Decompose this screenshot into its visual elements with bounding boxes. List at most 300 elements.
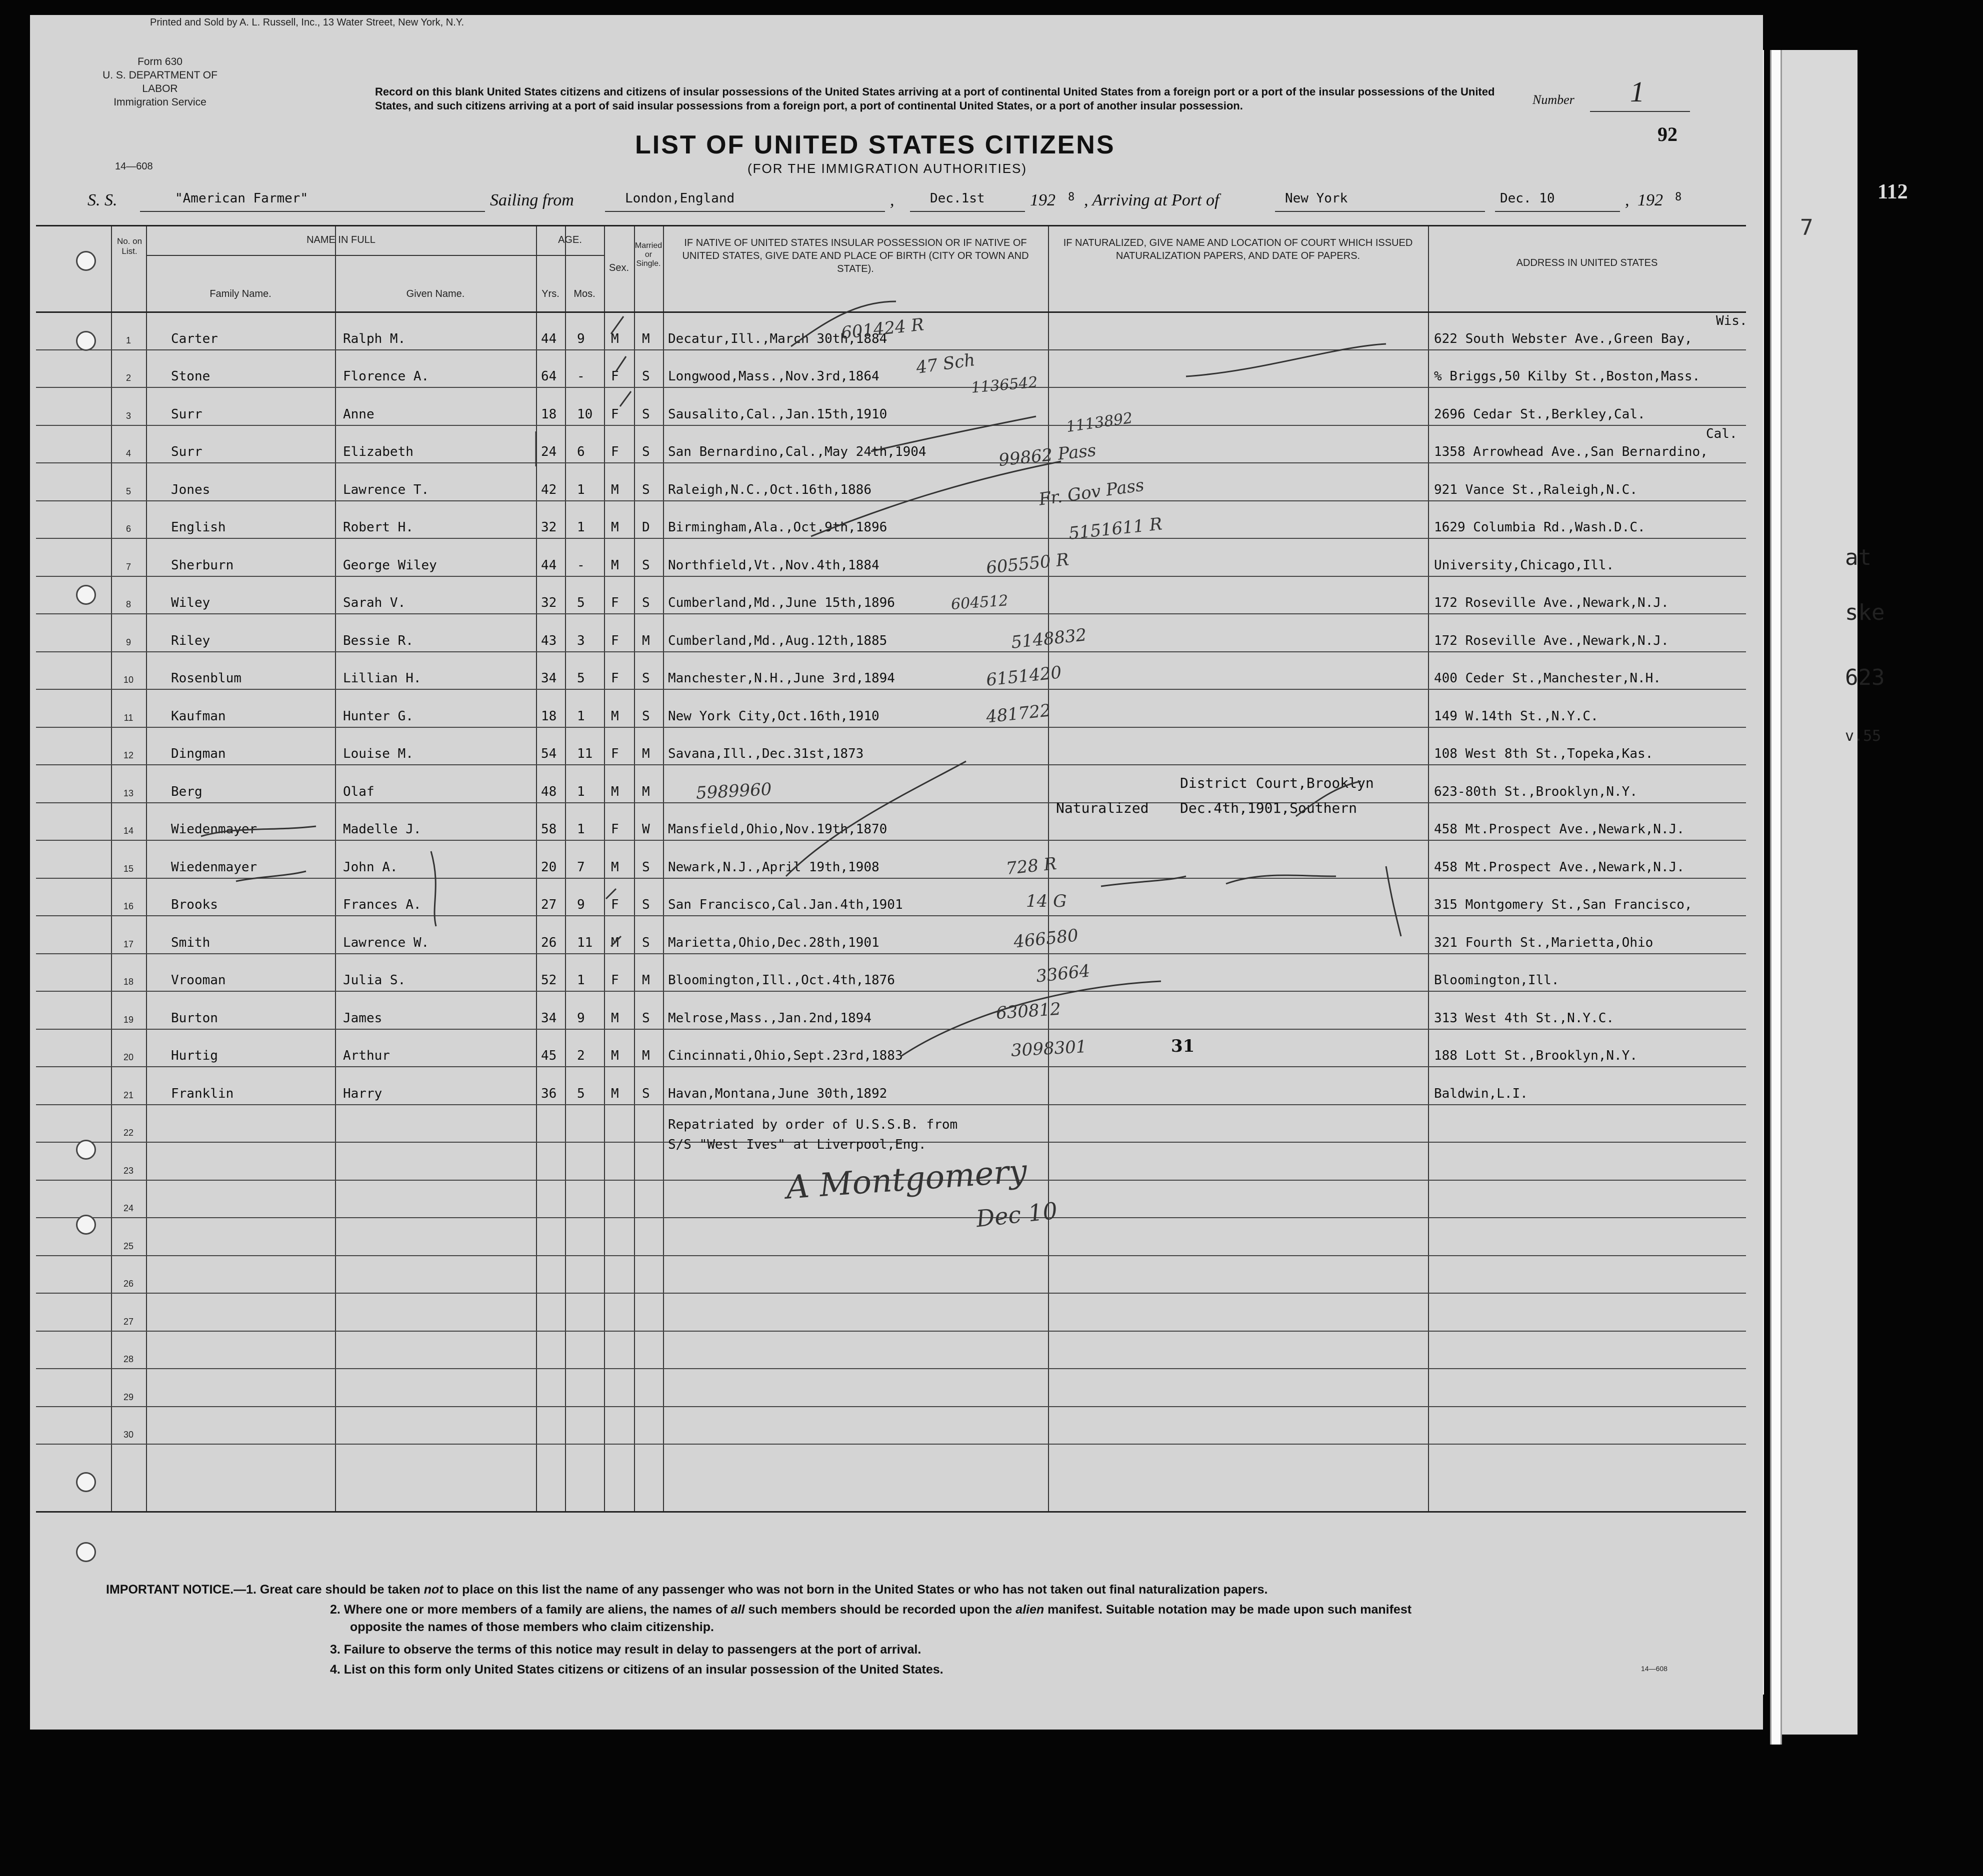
cell-sex: M — [611, 331, 619, 346]
annotation-row-4: 1113892 — [1065, 409, 1134, 436]
cell-sex: M — [611, 784, 619, 799]
cell-address-continuation: Wis. — [1716, 313, 1748, 328]
arrival-date: Dec. 10 — [1500, 191, 1555, 206]
cell-ms: M — [642, 1048, 650, 1063]
cell-yrs: 58 — [541, 822, 557, 837]
cell-mos: 1 — [577, 784, 585, 799]
margin-fragment: ske — [1845, 600, 1885, 625]
cell-birth: Savana,Ill.,Dec.31st,1873 — [668, 746, 864, 761]
cell-address: 172 Roseville Ave.,Newark,N.J. — [1434, 633, 1669, 648]
inspector-signature: A Montgomery — [785, 1153, 1028, 1207]
annotation-row-6: Fr. Gov Pass — [1038, 475, 1146, 510]
cell-address: 622 South Webster Ave.,Green Bay, — [1434, 331, 1692, 346]
cell-sex: M — [611, 1048, 619, 1063]
cell-given: Bessie R. — [343, 633, 414, 648]
notice-text: 2. Where one or more members of a family are aliens, the names of — [330, 1603, 731, 1617]
cell-sex: F — [611, 595, 619, 610]
cell-birth: Sausalito,Cal.,Jan.15th,1910 — [668, 406, 888, 422]
cell-given: John A. — [343, 859, 398, 875]
departure-underline — [605, 211, 885, 212]
printer-line: Printed and Sold by A. L. Russell, Inc., 13 Water Street, New York, N.Y. — [150, 17, 464, 28]
header-address: ADDRESS IN UNITED STATES — [1516, 257, 1658, 268]
cell-ms: M — [642, 633, 650, 648]
notice-label: IMPORTANT NOTICE. — [106, 1583, 234, 1597]
comma-sep: , — [1625, 191, 1630, 209]
binder-hole — [76, 585, 96, 605]
cell-family: Wiedenmayer — [171, 822, 258, 837]
cell-yrs: 54 — [541, 746, 557, 761]
row-number: 19 — [123, 1014, 134, 1025]
cell-yrs: 48 — [541, 784, 557, 799]
cell-ms: M — [642, 331, 650, 346]
header-name-in-full: NAME IN FULL — [306, 234, 376, 245]
row-number: 21 — [123, 1090, 134, 1100]
annotation-row-7: 5151611 R — [1068, 514, 1164, 544]
cell-family: Stone — [171, 369, 210, 384]
margin-fragment: v.55 — [1845, 727, 1882, 745]
cell-address-continuation: Cal. — [1706, 426, 1738, 441]
cell-family: Hurtig — [171, 1048, 218, 1063]
cell-given: Anne — [343, 406, 374, 422]
row-number: 30 — [123, 1430, 134, 1440]
header-mos: Mos. — [574, 288, 596, 299]
row-number: 1 — [126, 335, 131, 345]
cell-sex: F — [611, 369, 619, 384]
cell-yrs: 34 — [541, 1010, 557, 1026]
departure-port: London,England — [625, 191, 735, 206]
cell-family: Surr — [171, 406, 202, 422]
cell-yrs: 32 — [541, 520, 557, 535]
cell-sex: M — [611, 1010, 619, 1026]
annotation-row-20-number: 31 — [1171, 1036, 1195, 1056]
cell-sex: M — [611, 482, 619, 497]
cell-address: 149 W.14th St.,N.Y.C. — [1434, 708, 1598, 724]
cell-given: Hunter G. — [343, 708, 414, 724]
cell-address: % Briggs,50 Kilby St.,Boston,Mass. — [1434, 369, 1700, 384]
cell-given: Olaf — [343, 784, 374, 799]
number-label: Number — [1532, 92, 1574, 107]
cell-family: Franklin — [171, 1086, 234, 1101]
cell-address: 400 Ceder St.,Manchester,N.H. — [1434, 671, 1661, 686]
cell-mos: 1 — [577, 822, 585, 837]
cell-yrs: 45 — [541, 1048, 557, 1063]
notice-item-1 — [106, 1580, 1268, 1600]
margin-fragment: at — [1845, 545, 1872, 570]
annotation-row-9: 604512 — [950, 592, 1009, 613]
annotation-row-1: 601424 R — [840, 314, 925, 343]
cell-given: Lawrence W. — [343, 935, 430, 950]
cell-address: 2696 Cedar St.,Berkley,Cal. — [1434, 406, 1646, 422]
header-yrs: Yrs. — [542, 288, 560, 299]
cell-mos: 9 — [577, 331, 585, 346]
cell-birth: Marietta,Ohio,Dec.28th,1901 — [668, 935, 880, 950]
cell-ms: M — [642, 746, 650, 761]
row-number: 6 — [126, 524, 131, 534]
row-number: 12 — [123, 750, 134, 760]
cell-yrs: 26 — [541, 935, 557, 950]
arrival-port-underline — [1275, 211, 1485, 212]
cell-mos: 6 — [577, 444, 585, 459]
notice-item-3: 3. Failure to observe the terms of this notice may result in delay to passengers at the port of arrival. — [330, 1643, 922, 1657]
cell-address: 315 Montgomery St.,San Francisco, — [1434, 897, 1692, 912]
year-1-digit: 8 — [1068, 191, 1075, 203]
cell-ms: D — [642, 520, 650, 535]
annotation-row-19: 630812 — [995, 999, 1062, 1024]
cell-mos: 11 — [577, 935, 593, 950]
cell-yrs: 36 — [541, 1086, 557, 1101]
cell-birth: Northfield,Vt.,Nov.4th,1884 — [668, 557, 880, 573]
cell-ms: S — [642, 557, 650, 573]
naturalized-label: Naturalized — [1056, 800, 1149, 816]
margin-fragment: 623 — [1845, 665, 1885, 690]
header-birth: IF NATIVE OF UNITED STATES INSULAR POSSESSION OR IF NATIVE OF UNITED STATES, GIVE DATE AND PLACE OF BIRTH (CITY OR TOWN AND STATE). — [682, 237, 1029, 274]
cell-given: Julia S. — [343, 973, 406, 988]
cell-birth: Cincinnati,Ohio,Sept.23rd,1883 — [668, 1048, 903, 1063]
header-no-on-list: No. on List. — [116, 236, 142, 256]
cell-mos: 7 — [577, 859, 585, 875]
cell-address: 313 West 4th St.,N.Y.C. — [1434, 1010, 1614, 1026]
cell-family: Carter — [171, 331, 218, 346]
header-age: AGE. — [558, 234, 582, 245]
cell-mos: 1 — [577, 973, 585, 988]
cell-yrs: 52 — [541, 973, 557, 988]
cell-birth: Newark,N.J.,April 19th,1908 — [668, 859, 880, 875]
stamp-number: 92 — [1658, 123, 1678, 145]
cell-given: Harry — [343, 1086, 382, 1101]
cell-ms: S — [642, 595, 650, 610]
cell-family: Dingman — [171, 746, 226, 761]
cell-yrs: 34 — [541, 671, 557, 686]
cell-mos: - — [577, 369, 585, 384]
row-number: 4 — [126, 448, 131, 458]
cell-sex: F — [611, 973, 619, 988]
cell-given: Frances A. — [343, 897, 422, 912]
cell-sex: F — [611, 822, 619, 837]
cell-ms: W — [642, 822, 650, 837]
row-number: 28 — [123, 1354, 134, 1364]
cell-birth: San Bernardino,Cal.,May 24th,1904 — [668, 444, 926, 459]
sailing-date-underline — [910, 211, 1025, 212]
cell-mos: 2 — [577, 1048, 585, 1063]
signature-date: Dec 10 — [974, 1197, 1059, 1233]
cell-given: Elizabeth — [343, 444, 414, 459]
year-1-prefix: 192 — [1030, 191, 1056, 209]
annotation-row-10: 5148832 — [1010, 625, 1088, 653]
passenger-table — [36, 225, 1746, 1513]
binder-hole — [76, 1542, 96, 1562]
cell-sex: F — [611, 406, 619, 422]
notice-emphasis: not — [424, 1583, 444, 1597]
cell-mos: 1 — [577, 520, 585, 535]
row-number: 29 — [123, 1392, 134, 1402]
cell-sex: M — [611, 1086, 619, 1101]
cell-mos: 9 — [577, 897, 585, 912]
cell-ms: M — [642, 784, 650, 799]
cell-ms: S — [642, 708, 650, 724]
page-number: 112 — [1878, 180, 1908, 203]
cell-yrs: 44 — [541, 331, 557, 346]
cell-family: Burton — [171, 1010, 218, 1026]
cell-address: 172 Roseville Ave.,Newark,N.J. — [1434, 595, 1669, 610]
cell-address: 188 Lott St.,Brooklyn,N.Y. — [1434, 1048, 1638, 1063]
cell-sex: M — [611, 935, 619, 950]
margin-fragment: 7 — [1800, 215, 1814, 240]
cell-birth: Melrose,Mass.,Jan.2nd,1894 — [668, 1010, 872, 1026]
notice-emphasis: alien — [1016, 1603, 1044, 1617]
back-sheet-strip — [1770, 50, 1782, 1745]
cell-family: Wiley — [171, 595, 210, 610]
number-value: 1 — [1630, 75, 1644, 108]
header-naturalized: IF NATURALIZED, GIVE NAME AND LOCATION OF COURT WHICH ISSUED NATURALIZATION PAPERS, AND DATE OF PAPERS. — [1063, 237, 1413, 261]
cell-sex: M — [611, 557, 619, 573]
cell-mos: 5 — [577, 1086, 585, 1101]
form-code: 14—608 — [115, 161, 153, 172]
handwriting-strokes — [36, 226, 1746, 1511]
cell-family: Kaufman — [171, 708, 226, 724]
annotation-row-18: 33664 — [1035, 961, 1091, 987]
cell-yrs: 44 — [541, 557, 557, 573]
cell-ms: M — [642, 973, 650, 988]
row-number: 18 — [123, 977, 134, 987]
cell-birth: Raleigh,N.C.,Oct.16th,1886 — [668, 482, 872, 497]
cell-yrs: 42 — [541, 482, 557, 497]
binder-hole — [76, 1472, 96, 1492]
cell-address: University,Chicago,Ill. — [1434, 557, 1614, 573]
form-number: Form 630 — [138, 56, 182, 67]
cell-family: Brooks — [171, 897, 218, 912]
cell-mos: 10 — [577, 406, 593, 422]
cell-sex: F — [611, 746, 619, 761]
cell-family: Rosenblum — [171, 671, 242, 686]
cell-mos: 5 — [577, 671, 585, 686]
cell-ms: S — [642, 1086, 650, 1101]
row-number: 8 — [126, 599, 131, 609]
cell-given: James — [343, 1010, 382, 1026]
cell-ms: S — [642, 859, 650, 875]
annotation-row-13: 5989960 — [696, 779, 772, 803]
cell-ms: S — [642, 897, 650, 912]
cell-sex: M — [611, 859, 619, 875]
cell-given: Louise M. — [343, 746, 414, 761]
repatriation-note-line1: Repatriated by order of U.S.S.B. from — [668, 1117, 958, 1132]
cell-address: 1358 Arrowhead Ave.,San Bernardino, — [1434, 444, 1708, 459]
year-2-prefix: 192 — [1638, 191, 1663, 209]
cell-family: English — [171, 520, 226, 535]
cell-address: 1629 Columbia Rd.,Wash.D.C. — [1434, 520, 1646, 535]
cell-ms: S — [642, 482, 650, 497]
row-number: 9 — [126, 637, 131, 647]
row-number: 7 — [126, 561, 131, 572]
notice-text: —1. Great care should be taken — [234, 1583, 424, 1597]
notice-item-2 — [330, 1600, 1412, 1620]
cell-address: 321 Fourth St.,Marietta,Ohio — [1434, 935, 1654, 950]
row-number: 10 — [123, 675, 134, 685]
back-sheet — [1780, 50, 1858, 1735]
annotation-row-16: 14 G — [1026, 891, 1067, 911]
cell-sex: F — [611, 897, 619, 912]
cell-address: 921 Vance St.,Raleigh,N.C. — [1434, 482, 1638, 497]
footer-code: 14—608 — [1641, 1665, 1668, 1673]
cell-mos: 5 — [577, 595, 585, 610]
cell-given: Arthur — [343, 1048, 390, 1063]
annotation-row-2: 47 Sch — [914, 349, 976, 378]
notice-emphasis: all — [730, 1603, 745, 1617]
annotation-row-11: 6151420 — [985, 662, 1063, 690]
cell-address: 623-80th St.,Brooklyn,N.Y. — [1434, 784, 1638, 799]
arrival-port: New York — [1285, 191, 1348, 206]
cell-given: Florence A. — [343, 369, 430, 384]
notice-item-4: 4. List on this form only United States citizens or citizens of an insular possession of the United States. — [330, 1663, 944, 1677]
row-number: 22 — [123, 1128, 134, 1138]
sailing-label: Sailing from — [490, 191, 574, 209]
cell-family: Berg — [171, 784, 202, 799]
row-number: 20 — [123, 1052, 134, 1062]
ship-underline — [140, 211, 485, 212]
instructions: Record on this blank United States citizens and citizens of insular possessions of the United States arriving at a port of continental United States from a foreign port or a port of the insular possessions of the United States, and such citizens arriving at a port of said insular possessions from a foreign port, a port of continental United States, or a port of another insular possession. — [375, 85, 1495, 112]
cell-ms: S — [642, 671, 650, 686]
cell-yrs: 18 — [541, 708, 557, 724]
annotation-row-12: 481722 — [985, 700, 1052, 727]
cell-yrs: 20 — [541, 859, 557, 875]
row-number: 13 — [123, 788, 134, 798]
row-number: 5 — [126, 486, 131, 496]
cell-birth: Mansfield,Ohio,Nov.19th,1870 — [668, 822, 888, 837]
cell-ms: S — [642, 444, 650, 459]
notice-text: manifest. Suitable notation may be made upon such manifest — [1044, 1603, 1412, 1617]
year-2-digit: 8 — [1675, 191, 1682, 203]
cell-address: 458 Mt.Prospect Ave.,Newark,N.J. — [1434, 822, 1684, 837]
cell-yrs: 64 — [541, 369, 557, 384]
cell-ms: S — [642, 406, 650, 422]
cell-given: Lillian H. — [343, 671, 422, 686]
header-given-name: Given Name. — [406, 288, 465, 299]
ship-name: "American Farmer" — [175, 191, 308, 206]
cell-birth: New York City,Oct.16th,1910 — [668, 708, 880, 724]
cell-address: Bloomington,Ill. — [1434, 973, 1560, 988]
cell-mos: 3 — [577, 633, 585, 648]
cell-birth: Birmingham,Ala.,Oct.9th,1896 — [668, 520, 888, 535]
page-title: LIST OF UNITED STATES CITIZENS — [635, 130, 1116, 159]
annotation-row-3: 1136542 — [970, 373, 1038, 397]
cell-ms: S — [642, 935, 650, 950]
binder-hole — [76, 251, 96, 271]
cell-sex: F — [611, 671, 619, 686]
cell-mos: - — [577, 557, 585, 573]
cell-family: Riley — [171, 633, 210, 648]
number-underline — [1590, 111, 1690, 112]
row-number: 17 — [123, 939, 134, 949]
cell-family: Vrooman — [171, 973, 226, 988]
cell-mos: 9 — [577, 1010, 585, 1026]
cell-birth: San Francisco,Cal.Jan.4th,1901 — [668, 897, 903, 912]
cell-birth: Manchester,N.H.,June 3rd,1894 — [668, 671, 895, 686]
cell-yrs: 27 — [541, 897, 557, 912]
cell-given: Ralph M. — [343, 331, 406, 346]
cell-family: Wiedenmayer — [171, 859, 258, 875]
form-identifier — [90, 55, 230, 109]
service-name: Immigration Service — [114, 96, 206, 108]
cell-birth: Decatur,Ill.,March 30th,1884 — [668, 331, 888, 346]
annotation-row-8: 605550 R — [985, 549, 1070, 578]
cell-family: Smith — [171, 935, 210, 950]
row-number: 14 — [123, 826, 134, 836]
comma-sep: , — [890, 191, 894, 209]
cell-sex: M — [611, 708, 619, 724]
cell-family: Sherburn — [171, 557, 234, 573]
binder-hole — [76, 331, 96, 351]
cell-family: Jones — [171, 482, 210, 497]
arrival-date-underline — [1495, 211, 1620, 212]
cell-sex: F — [611, 633, 619, 648]
header-family-name: Family Name. — [210, 288, 272, 299]
cell-address: 458 Mt.Prospect Ave.,Newark,N.J. — [1434, 859, 1684, 875]
cell-address: Baldwin,L.I. — [1434, 1086, 1528, 1101]
binder-hole — [76, 1215, 96, 1235]
header-married-single: Married or Single. — [634, 241, 662, 268]
cell-given: George Wiley — [343, 557, 437, 573]
cell-sex: M — [611, 520, 619, 535]
sailing-date: Dec.1st — [930, 191, 985, 206]
annotation-row-15: 728 R — [1005, 853, 1058, 879]
row-number: 15 — [123, 863, 134, 874]
cell-sex: F — [611, 444, 619, 459]
row-number: 27 — [123, 1316, 134, 1327]
cell-birth: Cumberland,Md.,June 15th,1896 — [668, 595, 895, 610]
cell-family: Surr — [171, 444, 202, 459]
cell-address: 108 West 8th St.,Topeka,Kas. — [1434, 746, 1654, 761]
cell-birth: Havan,Montana,June 30th,1892 — [668, 1086, 888, 1101]
row-number: 25 — [123, 1241, 134, 1251]
cell-given: Robert H. — [343, 520, 414, 535]
naturalized-detail: Dec.4th,1901,Southern — [1180, 800, 1358, 816]
cell-mos: 1 — [577, 708, 585, 724]
row-number: 16 — [123, 901, 134, 911]
department-name: U. S. DEPARTMENT OF LABOR — [102, 69, 218, 94]
cell-yrs: 43 — [541, 633, 557, 648]
cell-ms: S — [642, 369, 650, 384]
notice-text: such members should be recorded upon the — [744, 1603, 1016, 1617]
annotation-row-5: 99862 Pass — [998, 440, 1098, 471]
repatriation-note-line2: S/S "West Ives" at Liverpool,Eng. — [668, 1137, 926, 1152]
cell-birth: Bloomington,Ill.,Oct.4th,1876 — [668, 973, 895, 988]
cell-birth: Cumberland,Md.,Aug.12th,1885 — [668, 633, 888, 648]
naturalized-court: District Court,Brooklyn — [1180, 775, 1374, 791]
annotation-row-20: 3098301 — [1010, 1037, 1088, 1061]
row-number: 11 — [124, 712, 134, 723]
row-number: 26 — [123, 1279, 134, 1289]
cell-yrs: 18 — [541, 406, 557, 422]
cell-yrs: 24 — [541, 444, 557, 459]
notice-item-2b: opposite the names of those members who claim citizenship. — [350, 1620, 714, 1634]
cell-birth: Longwood,Mass.,Nov.3rd,1864 — [668, 369, 880, 384]
row-number: 23 — [123, 1165, 134, 1176]
row-number: 3 — [126, 410, 131, 421]
row-number: 24 — [123, 1203, 134, 1213]
cell-given: Lawrence T. — [343, 482, 430, 497]
page-subtitle: (FOR THE IMMIGRATION AUTHORITIES) — [748, 161, 1028, 176]
citizen-list-form — [30, 15, 1763, 1730]
row-number: 2 — [126, 373, 131, 383]
cell-ms: S — [642, 1010, 650, 1026]
notice-text: to place on this list the name of any passenger who was not born in the United States or who has not taken out final naturalization papers. — [443, 1583, 1268, 1597]
cell-given: Sarah V. — [343, 595, 406, 610]
annotation-row-17: 466580 — [1012, 925, 1080, 952]
cell-mos: 11 — [577, 746, 593, 761]
cell-yrs: 32 — [541, 595, 557, 610]
cell-given: Madelle J. — [343, 822, 422, 837]
binder-hole — [76, 1140, 96, 1160]
cell-mos: 1 — [577, 482, 585, 497]
